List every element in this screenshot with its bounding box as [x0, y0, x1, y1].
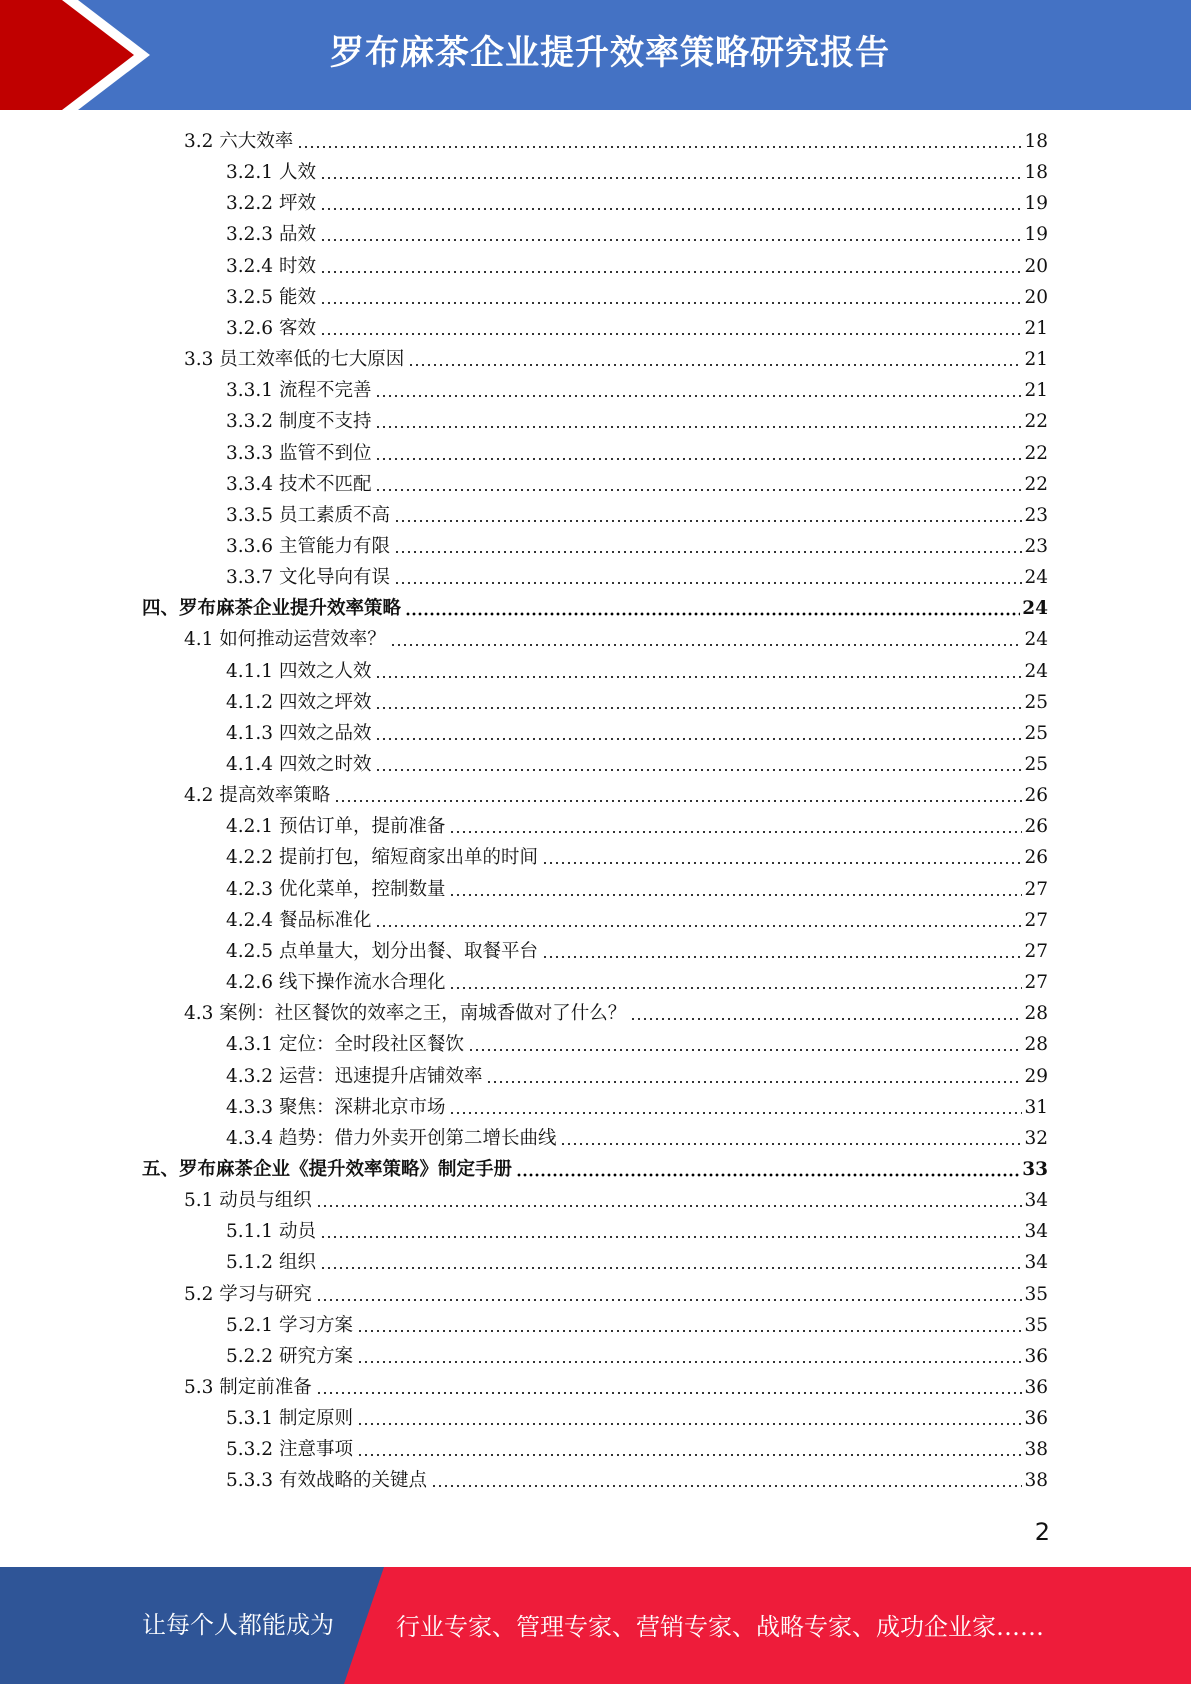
toc-subsection[interactable] — [226, 190, 1048, 218]
toc-entry-label: 五、罗布麻茶企业《提升效率策略》制定手册 — [142, 1158, 513, 1180]
toc-entry-page: 27 — [1024, 878, 1048, 900]
toc-entry-page: 21 — [1024, 317, 1048, 339]
toc-entry-page: 38 — [1024, 1439, 1048, 1461]
toc-entry-label: 5.3 制定前准备 — [184, 1377, 312, 1398]
toc-leader-dots — [375, 487, 1022, 493]
toc-entry-page: 24 — [1024, 567, 1048, 589]
toc-leader-dots — [375, 424, 1022, 430]
toc-subsection[interactable] — [226, 284, 1048, 312]
page-header — [0, 0, 1191, 110]
toc-entry-page: 36 — [1024, 1377, 1048, 1398]
toc-entry-label: 4.1.4 四效之时效 — [226, 754, 372, 775]
toc-entry-label: 5.2 学习与研究 — [184, 1283, 312, 1305]
toc-subsection[interactable] — [226, 1031, 1048, 1059]
toc-subsection[interactable] — [226, 1436, 1048, 1464]
toc-entry-page: 18 — [1024, 162, 1048, 184]
toc-section[interactable] — [184, 346, 1048, 374]
toc-entry-label: 4.1.3 四效之品效 — [226, 722, 372, 744]
toc-entry-page: 22 — [1024, 442, 1048, 464]
toc-subsection[interactable] — [226, 564, 1048, 592]
report-title: 罗布麻茶企业提升效率策略研究报告 — [330, 33, 890, 73]
footer-slogan-right: 行业专家、管理专家、营销专家、战略专家、成功企业家…… — [396, 1613, 1044, 1641]
toc-entry-page: 24 — [1024, 629, 1048, 651]
toc-subsection[interactable] — [226, 440, 1048, 468]
toc-entry-label: 3.3.6 主管能力有限 — [226, 535, 390, 557]
toc-leader-dots — [357, 1359, 1023, 1365]
toc-leader-dots — [449, 892, 1022, 898]
toc-leader-dots — [320, 237, 1023, 243]
toc-leader-dots — [357, 1452, 1023, 1458]
toc-entry-label: 4.2.6 线下操作流水合理化 — [226, 972, 446, 994]
toc-subsection[interactable] — [226, 377, 1048, 405]
toc-entry-label: 4.2.1 预估订单，提前准备 — [226, 816, 446, 838]
toc-subsection[interactable] — [226, 408, 1048, 436]
toc-entry-label: 4.3.3 聚焦：深耕北京市场 — [226, 1096, 446, 1118]
toc-leader-dots — [449, 1110, 1022, 1116]
toc-leader-dots — [375, 767, 1022, 773]
toc-entry-page: 33 — [1022, 1158, 1048, 1180]
toc-section[interactable] — [184, 1374, 1048, 1402]
page-number: 2 — [1034, 1518, 1050, 1546]
toc-entry-label: 4.1.2 四效之坪效 — [226, 691, 372, 713]
toc-entry-page: 31 — [1024, 1096, 1048, 1118]
toc-entry-label: 3.2.2 坪效 — [226, 193, 316, 215]
toc-subsection[interactable] — [226, 1063, 1048, 1091]
toc-leader-dots — [375, 705, 1022, 711]
toc-entry-label: 4.1.1 四效之人效 — [226, 660, 372, 682]
toc-leader-dots — [405, 611, 1020, 617]
toc-section[interactable] — [184, 1187, 1048, 1215]
toc-entry-page: 35 — [1024, 1314, 1048, 1336]
toc-entry-page: 19 — [1024, 193, 1048, 215]
toc-entry-label: 4.1 如何推动运营效率？ — [184, 629, 386, 651]
toc-entry-label: 5.2.2 研究方案 — [226, 1345, 353, 1367]
toc-entry-page: 20 — [1024, 286, 1048, 308]
toc-subsection[interactable] — [226, 969, 1048, 997]
toc-entry-page: 34 — [1024, 1190, 1048, 1212]
toc-entry-label: 3.3.7 文化导向有误 — [226, 567, 390, 589]
toc-leader-dots — [320, 269, 1023, 275]
toc-leader-dots — [375, 674, 1022, 680]
toc-entry-page: 28 — [1024, 1034, 1048, 1056]
toc-subsection[interactable] — [226, 751, 1048, 779]
toc-leader-dots — [630, 1016, 1022, 1022]
toc-leader-dots — [334, 798, 1022, 804]
toc-entry-page: 36 — [1024, 1408, 1048, 1430]
toc-entry-page: 28 — [1024, 1003, 1048, 1025]
toc-subsection[interactable] — [226, 1125, 1048, 1153]
toc-leader-dots — [320, 175, 1023, 181]
toc-leader-dots — [486, 1079, 1022, 1085]
toc-leader-dots — [375, 456, 1022, 462]
toc-entry-label: 4.2.5 点单量大，划分出餐、取餐平台 — [226, 940, 538, 962]
toc-leader-dots — [316, 1390, 1023, 1396]
toc-entry-label: 4.3.4 趋势：借力外卖开创第二增长曲线 — [226, 1127, 557, 1149]
toc-leader-dots — [357, 1421, 1023, 1427]
toc-leader-dots — [297, 144, 1022, 150]
toc-subsection[interactable] — [226, 1405, 1048, 1433]
toc-entry-page: 34 — [1024, 1252, 1048, 1274]
toc-entry-label: 4.3.1 定位：全时段社区餐饮 — [226, 1034, 464, 1056]
toc-entry-label: 3.3.4 技术不匹配 — [226, 473, 372, 495]
toc-subsection[interactable] — [226, 1312, 1048, 1340]
toc-section[interactable] — [184, 1000, 1048, 1028]
toc-entry-page: 19 — [1024, 224, 1048, 246]
toc-entry-page: 25 — [1024, 722, 1048, 744]
toc-entry-page: 23 — [1024, 504, 1048, 526]
toc-leader-dots — [320, 300, 1023, 306]
toc-entry-label: 3.2.4 时效 — [226, 255, 316, 277]
footer-slogan-left: 让每个人都能成为 — [142, 1611, 334, 1639]
toc-leader-dots — [449, 829, 1022, 835]
toc-entry-page: 25 — [1024, 754, 1048, 775]
toc-leader-dots — [375, 736, 1022, 742]
toc-leader-dots — [320, 1234, 1023, 1240]
toc-leader-dots — [542, 954, 1022, 960]
toc-leader-dots — [357, 1328, 1023, 1334]
toc-entry-page: 18 — [1024, 131, 1048, 152]
toc-subsection[interactable] — [226, 813, 1048, 841]
toc-entry-label: 4.3 案例：社区餐饮的效率之王，南城香做对了什么？ — [184, 1003, 627, 1025]
toc-entry-label: 3.2.5 能效 — [226, 286, 316, 308]
page-footer — [0, 1567, 1191, 1684]
toc-leader-dots — [316, 1203, 1023, 1209]
toc-entry-page: 27 — [1024, 972, 1048, 994]
toc-leader-dots — [542, 860, 1022, 866]
toc-subsection[interactable] — [226, 844, 1048, 872]
toc-subsection[interactable] — [226, 876, 1048, 904]
toc-leader-dots — [320, 206, 1023, 212]
toc-entry-page: 38 — [1024, 1470, 1048, 1492]
toc-leader-dots — [394, 518, 1022, 524]
toc-entry-label: 3.3 员工效率低的七大原因 — [184, 349, 405, 371]
toc-entry-label: 4.2 提高效率策略 — [184, 785, 331, 807]
toc-entry-label: 5.3.2 注意事项 — [226, 1439, 353, 1461]
toc-leader-dots — [390, 642, 1023, 648]
toc-entry-label: 4.2.4 餐品标准化 — [226, 909, 372, 931]
toc-chapter[interactable] — [142, 595, 1048, 623]
toc-entry-label: 5.3.3 有效战略的关键点 — [226, 1470, 427, 1492]
toc-subsection[interactable] — [226, 689, 1048, 717]
toc-entry-page: 36 — [1024, 1345, 1048, 1367]
toc-entry-page: 23 — [1024, 535, 1048, 557]
toc-section[interactable] — [184, 782, 1048, 810]
toc-subsection[interactable] — [226, 471, 1048, 499]
toc-entry-page: 22 — [1024, 411, 1048, 433]
toc-entry-label: 3.3.2 制度不支持 — [226, 411, 372, 433]
toc-entry-label: 3.3.1 流程不完善 — [226, 380, 372, 402]
toc-entry-page: 34 — [1024, 1221, 1048, 1243]
toc-leader-dots — [468, 1047, 1022, 1053]
toc-entry-page: 25 — [1024, 691, 1048, 713]
toc-subsection[interactable] — [226, 502, 1048, 530]
toc-leader-dots — [449, 985, 1022, 991]
toc-section[interactable] — [184, 128, 1048, 156]
toc-subsection[interactable] — [226, 907, 1048, 935]
toc-entry-label: 3.2.3 品效 — [226, 224, 316, 246]
toc-entry-page: 26 — [1024, 816, 1048, 838]
toc-entry-page: 20 — [1024, 255, 1048, 277]
toc-leader-dots — [375, 923, 1022, 929]
toc-entry-label: 5.2.1 学习方案 — [226, 1314, 353, 1336]
toc-entry-page: 27 — [1024, 909, 1048, 931]
toc-entry-label: 四、罗布麻茶企业提升效率策略 — [142, 598, 402, 620]
toc-leader-dots — [320, 331, 1023, 337]
toc-leader-dots — [408, 362, 1022, 368]
toc-subsection[interactable] — [226, 1218, 1048, 1246]
toc-entry-page: 21 — [1024, 380, 1048, 402]
toc-subsection[interactable] — [226, 315, 1048, 343]
toc-entry-page: 32 — [1024, 1127, 1048, 1149]
toc-entry-label: 3.2 六大效率 — [184, 131, 294, 152]
toc-entry-page: 26 — [1024, 785, 1048, 807]
toc-leader-dots — [320, 1265, 1023, 1271]
toc-leader-dots — [516, 1172, 1020, 1178]
toc-entry-page: 24 — [1022, 598, 1048, 620]
toc-leader-dots — [394, 549, 1022, 555]
toc-entry-page: 26 — [1024, 847, 1048, 869]
toc-leader-dots — [375, 393, 1022, 399]
toc-subsection[interactable] — [226, 221, 1048, 249]
toc-leader-dots — [394, 580, 1022, 586]
toc-subsection[interactable] — [226, 938, 1048, 966]
toc-section[interactable] — [184, 626, 1048, 654]
toc-entry-page: 24 — [1024, 660, 1048, 682]
toc-entry-label: 3.3.3 监管不到位 — [226, 442, 372, 464]
toc-chapter[interactable] — [142, 1156, 1048, 1184]
toc-entry-label: 4.3.2 运营：迅速提升店铺效率 — [226, 1065, 483, 1087]
toc-subsection[interactable] — [226, 253, 1048, 281]
toc-entry-label: 3.2.6 客效 — [226, 317, 316, 339]
toc-leader-dots — [431, 1483, 1022, 1489]
toc-subsection[interactable] — [226, 1467, 1048, 1495]
toc-subsection[interactable] — [226, 159, 1048, 187]
toc-entry-label: 5.1.1 动员 — [226, 1221, 316, 1243]
toc-subsection[interactable] — [226, 1249, 1048, 1277]
toc-entry-label: 3.3.5 员工素质不高 — [226, 504, 390, 526]
toc-entry-label: 4.2.3 优化菜单，控制数量 — [226, 878, 446, 900]
toc-subsection[interactable] — [226, 720, 1048, 748]
toc-subsection[interactable] — [226, 1094, 1048, 1122]
toc-entry-label: 3.2.1 人效 — [226, 162, 316, 184]
toc-leader-dots — [316, 1297, 1023, 1303]
toc-entry-label: 5.3.1 制定原则 — [226, 1408, 353, 1430]
toc-leader-dots — [560, 1141, 1022, 1147]
toc-entry-page: 22 — [1024, 473, 1048, 495]
toc-subsection[interactable] — [226, 533, 1048, 561]
toc-entry-page: 29 — [1024, 1065, 1048, 1087]
toc-entry-page: 27 — [1024, 940, 1048, 962]
toc-entry-page: 21 — [1024, 349, 1048, 371]
toc-entry-label: 4.2.2 提前打包，缩短商家出单的时间 — [226, 847, 538, 869]
toc-subsection[interactable] — [226, 1343, 1048, 1371]
toc-entry-page: 35 — [1024, 1283, 1048, 1305]
toc-section[interactable] — [184, 1281, 1048, 1309]
toc-entry-label: 5.1 动员与组织 — [184, 1190, 312, 1212]
toc-subsection[interactable] — [226, 658, 1048, 686]
toc-entry-label: 5.1.2 组织 — [226, 1252, 316, 1274]
